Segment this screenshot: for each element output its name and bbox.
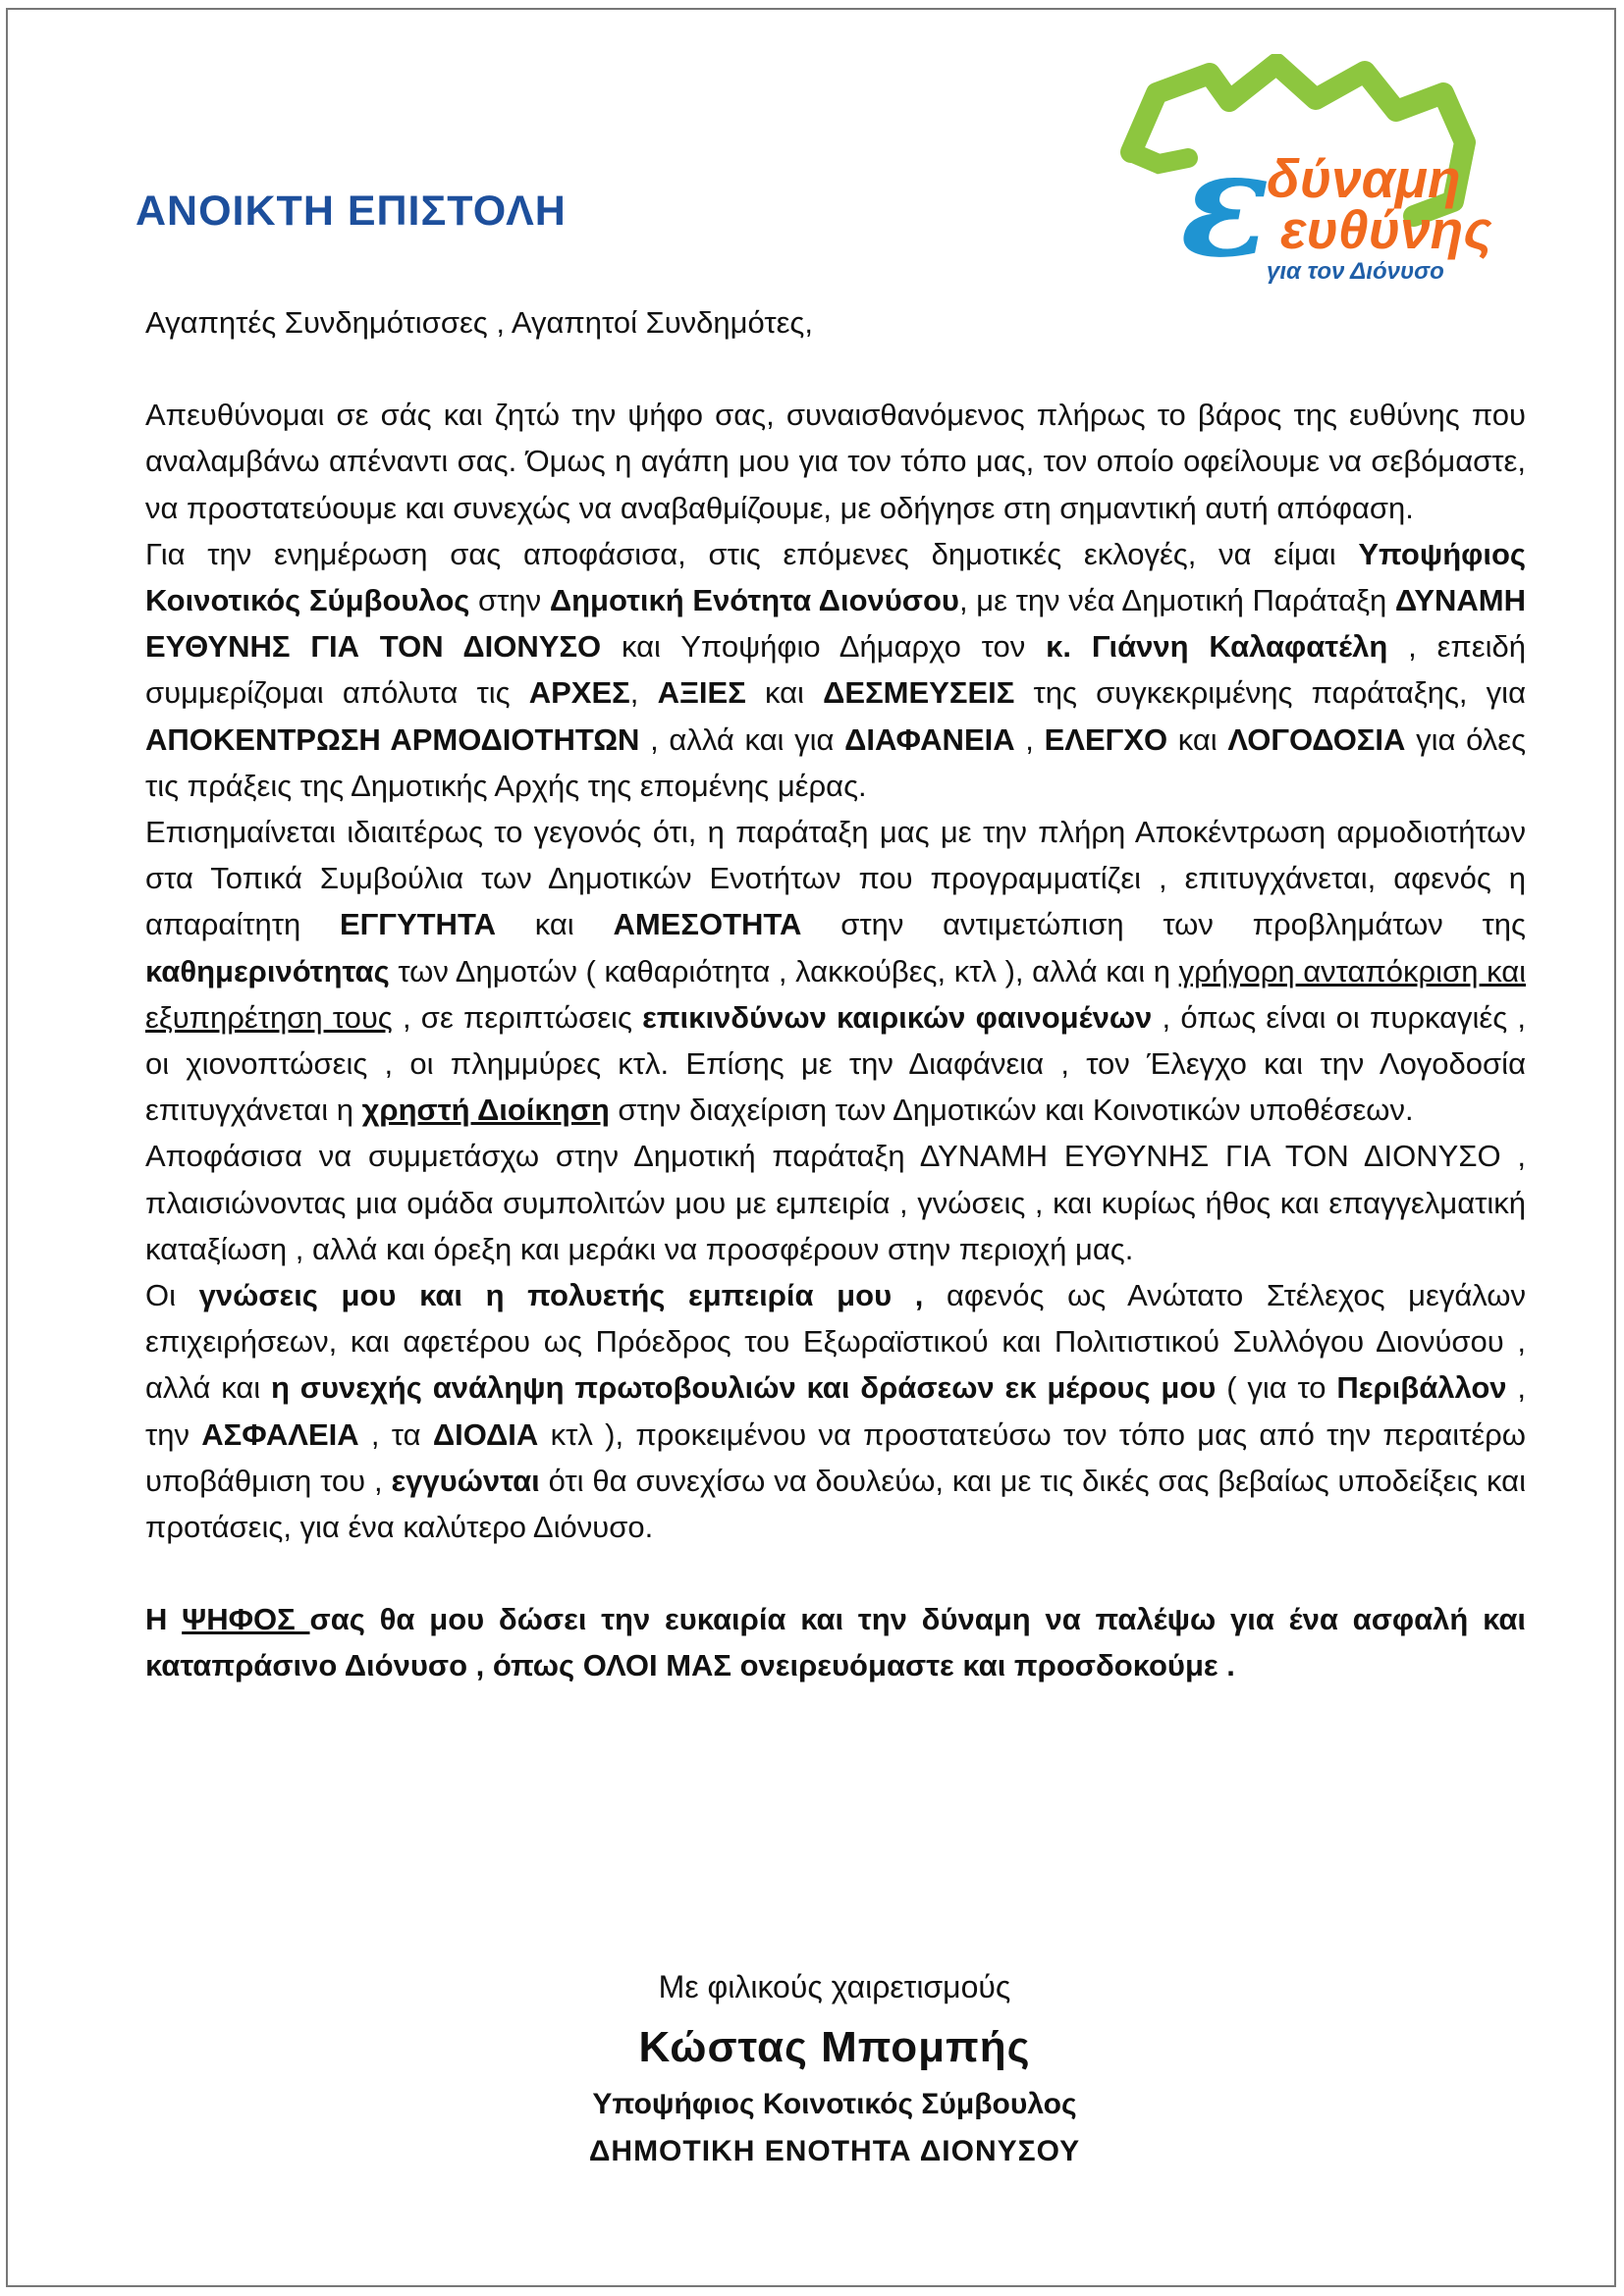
paragraph-3: Επισημαίνεται ιδιαιτέρως το γεγονός ότι, η παράταξη μας με την πλήρη Αποκέντρωση αρμοδιοτήτων στα Τοπικά Συμβούλια των Δημοτικών Ενοτήτων που προγραμματίζει , επιτυγχάνεται, αφενός η απαραίτητη ΕΓΓΥΤΗΤΑ και ΑΜΕΣΟΤΗΤΑ στην αντιμετώπιση των προβλημάτων της καθημερινότητας των Δημοτών ( καθαριότητα , λακκούβες, κτλ ), αλλά και η γρήγορη ανταπόκριση και εξυπηρέτηση τους , σε περιπτώσεις επικινδύνων καιρικών φαινομένων , όπως είναι οι πυρκαγιές , οι χιονοπτώσεις , οι πλημμύρες κτλ. Επίσης με την Διαφάνεια , τον Έλεγχο και την Λογοδοσία επιτυγχάνεται η χρηστή Διοίκηση στην διαχείριση των Δημοτικών και Κοινοτικών υποθέσεων. [145, 815, 1527, 1128]
text-run: ΔΥΝΑΜΗ ΕΥΘΥΝΗΣ ΓΙΑ ΤΟΝ ΔΙΟΝΥΣΟ [145, 583, 1527, 665]
text-run: η συνεχής ανάληψη πρωτοβουλιών και δράσεων εκ μέρους μου [270, 1370, 1217, 1406]
text-run: ΕΓΓΥΤΗΤΑ [340, 907, 496, 942]
closing-paragraph: Η ΨΗΦΟΣ σας θα μου δώσει την ευκαιρία και την δύναμη να παλέψω για ένα ασφαλή και καταπράσινο Διόνυσο , όπως ΟΛΟΙ ΜΑΣ ονειρευόμαστε και προσδοκούμε . [145, 1602, 1527, 1683]
signer-role: Υποψήφιος Κοινοτικός Σύμβουλος [592, 2088, 1077, 2121]
page-title: ΑΝΟΙΚΤΗ ΕΠΙΣΤΟΛΗ [135, 187, 567, 235]
text-run: κ. Γιάννη Καλαφατέλη [1046, 629, 1388, 665]
sign-off: Με φιλικούς χαιρετισμούς [658, 1969, 1011, 2004]
text-run: Περιβάλλον [1336, 1370, 1507, 1406]
logo-epsilon: ε [1180, 118, 1271, 291]
text-run: Δημοτική Ενότητα Διονύσου [549, 583, 959, 618]
text-run: ΔΙΟΔΙΑ [432, 1416, 539, 1452]
salutation: Αγαπητές Συνδημότισσες , Αγαπητοί Συνδημότες, [145, 305, 813, 340]
text-run: καθημερινότητας [145, 953, 390, 988]
paragraph-1: Απευθύνομαι σε σάς και ζητώ την ψήφο σας, συναισθανόμενος πλήρως το βάρος της ευθύνης που αναλαμβάνω απέναντι σας. Όμως η αγάπη μου για τον τόπο μας, τον οποίο οφείλουμε να σεβόμαστε, να προστατεύουμε και συνεχώς να αναβαθμίζουμε, με οδήγησε στη σημαντική αυτή απόφαση. [145, 398, 1526, 525]
text-run: ΑΡΧΕΣ [528, 675, 630, 711]
letter-body [145, 299, 1526, 1689]
text-run: ΔΙΑΦΑΝΕΙΑ [844, 721, 1015, 757]
text-run: ΑΞΙΕΣ [657, 675, 746, 711]
logo-subtitle: για τον Διόνυσο [1267, 258, 1444, 285]
text-run: ΔΕΣΜΕΥΣΕΙΣ [823, 675, 1015, 711]
logo-line-1: δύναμη [1267, 148, 1461, 209]
text-run: επικινδύνων καιρικών φαινομένων [642, 999, 1153, 1035]
text-run: ΨΗΦΟΣ [182, 1602, 310, 1637]
text-run: εγγυώνται [391, 1463, 540, 1498]
signature-block [0, 1968, 1624, 2168]
signer-unit: ΔΗΜΟΤΙΚΗ ΕΝΟΤΗΤΑ ΔΙΟΝΥΣΟΥ [588, 2135, 1081, 2168]
text-run: ΑΜΕΣΟΤΗΤΑ [613, 907, 802, 942]
text-run: ΑΣΦΑΛΕΙΑ [201, 1416, 359, 1452]
paragraph-5: Οι γνώσεις μου και η πολυετής εμπειρία μου , αφενός ως Ανώτατο Στέλεχος μεγάλων επιχειρήσεων, και αφετέρου ως Πρόεδρος του Εξωραϊστικού και Πολιτιστικού Συλλόγου Διονύσου , αλλά και η συνεχής ανάληψη πρωτοβουλιών και δράσεων εκ μέρους μου ( για το Περιβάλλον , την ΑΣΦΑΛΕΙΑ , τα ΔΙΟΔΙΑ κτλ ), προκειμένου να προστατεύσω τον τόπο μας από την περαιτέρω υποβάθμιση του , εγγυώνται ότι θα συνεχίσω να δουλεύω, και με τις δικές σας βεβαίως υποδείξεις και προτάσεις, για ένα καλύτερο Διόνυσο. [145, 1278, 1526, 1545]
logo-line-2: ευθύνης [1280, 199, 1492, 260]
signer-name: Κώστας Μπομπής [638, 2023, 1031, 2072]
paragraph-2: Για την ενημέρωση σας αποφάσισα, στις επόμενες δημοτικές εκλογές, να είμαι Υποψήφιος Κοινοτικός Σύμβουλος στην Δημοτική Ενότητα Διονύσου, με την νέα Δημοτική Παράταξη ΔΥΝΑΜΗ ΕΥΘΥΝΗΣ ΓΙΑ ΤΟΝ ΔΙΟΝΥΣΟ και Υποψήφιο Δήμαρχο τον κ. Γιάννη Καλαφατέλη , επειδή συμμερίζομαι απόλυτα τις ΑΡΧΕΣ, ΑΞΙΕΣ και ΔΕΣΜΕΥΣΕΙΣ της συγκεκριμένης παράταξης, για ΑΠΟΚΕΝΤΡΩΣΗ ΑΡΜΟΔΙΟΤΗΤΩΝ , αλλά και για ΔΙΑΦΑΝΕΙΑ , ΕΛΕΓΧΟ και ΛΟΓΟΔΟΣΙΑ για όλες τις πράξεις της Δημοτικής Αρχής της επομένης μέρας. [145, 536, 1527, 803]
text-run: ΕΛΕΓΧΟ [1044, 721, 1168, 757]
text-run: ΑΠΟΚΕΝΤΡΩΣΗ ΑΡΜΟΔΙΟΤΗΤΩΝ [145, 721, 640, 757]
text-run: γρήγορη ανταπόκριση και εξυπηρέτηση τους [145, 953, 1527, 1035]
text-run: ΛΟΓΟΔΟΣΙΑ [1227, 721, 1406, 757]
paragraph-4: Αποφάσισα να συμμετάσχω στην Δημοτική παράταξη ΔΥΝΑΜΗ ΕΥΘΥΝΗΣ ΓΙΑ ΤΟΝ ΔΙΟΝΥΣΟ , πλαισιώνοντας μια ομάδα συμπολιτών μου με εμπειρία , γνώσεις , και κυρίως ήθος και επαγγελματική καταξίωση , αλλά και όρεξη και μεράκι να προσφέρουν στην περιοχή μας. [145, 1139, 1526, 1266]
text-run: γνώσεις μου και η πολυετής εμπειρία μου , [198, 1278, 924, 1313]
party-logo [1119, 54, 1492, 290]
text-run: χρηστή Διοίκηση [361, 1093, 610, 1128]
text-run: Υποψήφιος Κοινοτικός Σύμβουλος [145, 536, 1526, 618]
